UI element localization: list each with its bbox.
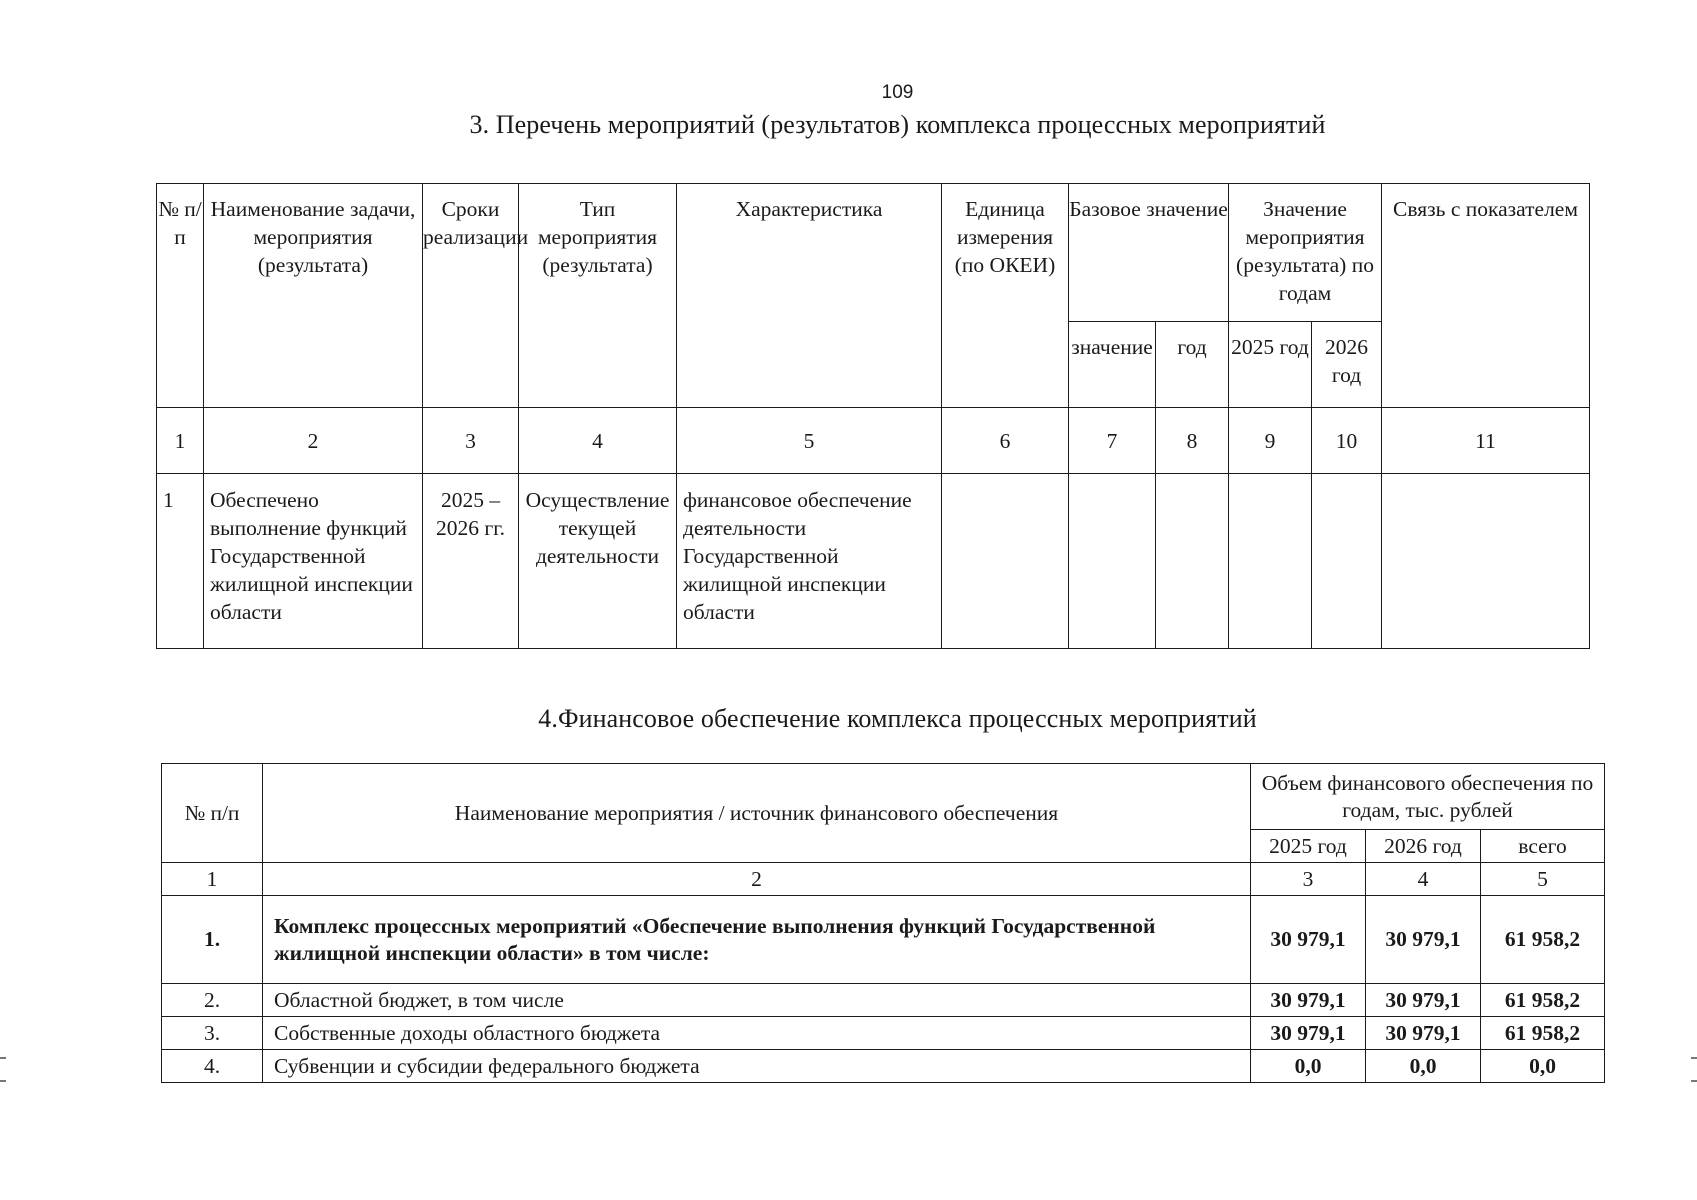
header-base-value: значение	[1069, 322, 1156, 408]
header-base: Базовое значение	[1069, 184, 1229, 322]
fin-row-2025: 30 979,1	[1251, 1017, 1366, 1050]
header-value-by-years: Значение мероприятия (результата) по годам	[1229, 184, 1382, 322]
fin-row-name: Областной бюджет, в том числе	[263, 984, 1251, 1017]
fin-row-num: 3.	[162, 1017, 263, 1050]
column-number: 5	[1481, 863, 1605, 896]
fin-header-num: № п/п	[162, 764, 263, 863]
fin-row-num: 2.	[162, 984, 263, 1017]
fin-row-name: Собственные доходы областного бюджета	[263, 1017, 1251, 1050]
scan-edge-mark	[0, 1080, 6, 1082]
fin-header-2026: 2026 год	[1366, 830, 1481, 863]
row-num: 1	[157, 474, 204, 649]
fin-row-num: 4.	[162, 1050, 263, 1083]
fin-header-volume: Объем финансового обеспечения по годам, тыс. рублей	[1251, 764, 1605, 830]
table-row	[162, 896, 1605, 984]
fin-row-2026: 30 979,1	[1366, 896, 1481, 984]
row-2025	[1229, 474, 1312, 649]
column-number: 1	[157, 408, 204, 474]
fin-row-name: Комплекс процессных мероприятий «Обеспечение выполнения функций Государственной жилищной инспекции области» в том числе:	[263, 896, 1251, 984]
header-base-year: год	[1156, 322, 1229, 408]
table-row	[157, 474, 1590, 649]
page-number: 109	[881, 82, 914, 103]
row-name: Обеспечено выполнение функций Государственной жилищной инспекции области	[204, 474, 423, 649]
column-number: 1	[162, 863, 263, 896]
column-number: 7	[1069, 408, 1156, 474]
column-number: 6	[942, 408, 1069, 474]
header-name: Наименование задачи, мероприятия (результата)	[204, 184, 423, 408]
column-number: 10	[1312, 408, 1382, 474]
column-number: 2	[263, 863, 1251, 896]
column-number: 3	[1251, 863, 1366, 896]
column-number: 3	[423, 408, 519, 474]
fin-row-2025: 30 979,1	[1251, 896, 1366, 984]
fin-row-2026: 30 979,1	[1366, 984, 1481, 1017]
fin-row-2025: 0,0	[1251, 1050, 1366, 1083]
fin-row-2026: 30 979,1	[1366, 1017, 1481, 1050]
header-type: Тип мероприятия (результата)	[519, 184, 677, 408]
table-row	[162, 984, 1605, 1017]
column-numbers-row	[157, 408, 1590, 474]
table-row	[162, 1017, 1605, 1050]
table-row	[162, 1050, 1605, 1083]
scan-edge-mark	[1691, 1080, 1697, 1082]
fin-row-num: 1.	[162, 896, 263, 984]
row-base-value	[1069, 474, 1156, 649]
fin-row-2025: 30 979,1	[1251, 984, 1366, 1017]
section-4-title: 4.Финансовое обеспечение комплекса процессных мероприятий	[538, 704, 1257, 733]
header-unit: Единица измерения (по ОКЕИ)	[942, 184, 1069, 408]
column-number: 4	[519, 408, 677, 474]
header-2026: 2026 год	[1312, 322, 1382, 408]
row-unit	[942, 474, 1069, 649]
header-2025: 2025 год	[1229, 322, 1312, 408]
column-number: 8	[1156, 408, 1229, 474]
fin-row-2026: 0,0	[1366, 1050, 1481, 1083]
fin-row-total: 61 958,2	[1481, 984, 1605, 1017]
fin-header-2025: 2025 год	[1251, 830, 1366, 863]
fin-header-total: всего	[1481, 830, 1605, 863]
column-number: 11	[1382, 408, 1590, 474]
scan-edge-mark	[0, 1057, 6, 1059]
header-link: Связь с показателем	[1382, 184, 1590, 408]
financing-table	[161, 763, 1605, 1083]
section-3-title: 3. Перечень мероприятий (результатов) комплекса процессных мероприятий	[469, 110, 1326, 139]
header-term: Сроки реализации	[423, 184, 519, 408]
activities-table	[156, 183, 1590, 649]
row-link	[1382, 474, 1590, 649]
fin-row-total: 0,0	[1481, 1050, 1605, 1083]
row-2026	[1312, 474, 1382, 649]
column-number: 5	[677, 408, 942, 474]
column-number: 4	[1366, 863, 1481, 896]
fin-header-name: Наименование мероприятия / источник финансового обеспечения	[263, 764, 1251, 863]
fin-column-numbers-row	[162, 863, 1605, 896]
header-num: № п/п	[157, 184, 204, 408]
column-number: 9	[1229, 408, 1312, 474]
header-characteristic: Характеристика	[677, 184, 942, 408]
row-term: 2025 – 2026 гг.	[423, 474, 519, 649]
column-number: 2	[204, 408, 423, 474]
row-type: Осуществление текущей деятельности	[519, 474, 677, 649]
scan-edge-mark	[1691, 1057, 1697, 1059]
fin-row-total: 61 958,2	[1481, 896, 1605, 984]
fin-row-name: Субвенции и субсидии федерального бюджета	[263, 1050, 1251, 1083]
fin-row-total: 61 958,2	[1481, 1017, 1605, 1050]
row-base-year	[1156, 474, 1229, 649]
row-characteristic: финансовое обеспечение деятельности Государственной жилищной инспекции области	[677, 474, 942, 649]
